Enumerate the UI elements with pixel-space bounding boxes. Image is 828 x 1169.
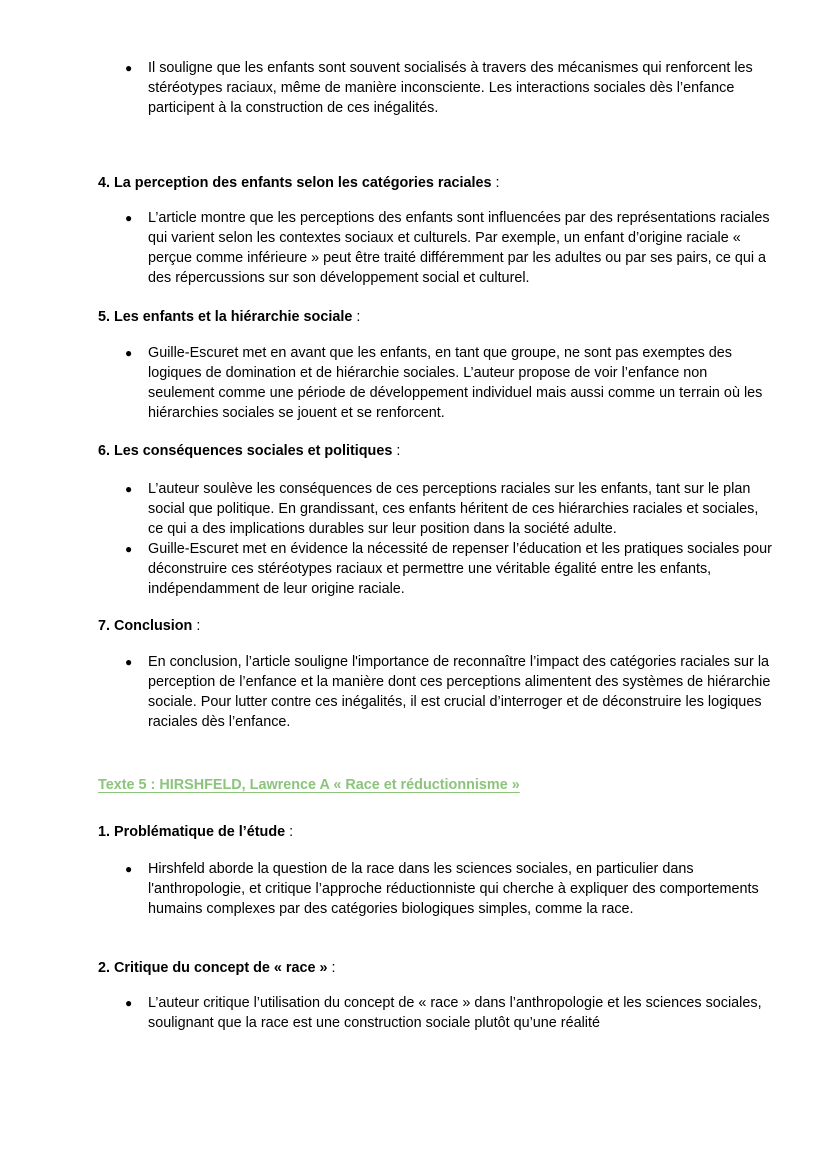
bullet-text: Guille-Escuret met en évidence la nécessité de repenser l’éducation et les pratiques sociales pour déconstruire ces stéréotypes raciaux et permettre une véritable égalité entre les enfants, indépendamment de leur origine raciale.: [148, 541, 772, 597]
colon: :: [352, 309, 361, 325]
bullet-text: Guille-Escuret met en avant que les enfants, en tant que groupe, ne sont pas exemptes des logiques de domination et de hiérarchie sociales. L’auteur propose de voir l’enfance non seulement comme une période de développement individuel mais aussi comme un terrain où les hiérarchies sociales se jouent et se renforcent.: [148, 345, 763, 421]
heading-text: 2. Critique du concept de « race »: [98, 960, 328, 976]
bullet-icon: ●: [125, 542, 133, 556]
heading-1: [98, 822, 778, 842]
bullet-text: Hirshfeld aborde la question de la race dans les sciences sociales, en particulier dans l'anthropologie, et critique l’approche réductionniste qui cherche à expliquer des comportements humains complexes par des catégories biologiques simples, comme la race.: [148, 861, 759, 917]
bullet-item: [98, 479, 774, 539]
bullet-icon: ●: [125, 346, 133, 360]
heading-text: 5. Les enfants et la hiérarchie sociale: [98, 309, 353, 325]
section-1-bullets: [98, 859, 778, 919]
heading-2: [98, 958, 778, 978]
title-text: Texte 5 : HIRSHFELD, Lawrence A « Race et réductionnisme »: [98, 777, 520, 793]
section-7-bullets: [98, 652, 778, 732]
bullet-item: [98, 539, 774, 599]
bullet-icon: ●: [125, 996, 133, 1010]
bullet-icon: ●: [125, 61, 133, 75]
heading-5: [98, 307, 778, 327]
heading-text: 6. Les conséquences sociales et politiques: [98, 443, 393, 459]
bullet-item: [98, 652, 774, 732]
colon: :: [192, 618, 201, 634]
section-4-bullets: [98, 208, 778, 288]
heading-4: [98, 173, 778, 193]
bullet-icon: ●: [125, 655, 133, 669]
bullet-icon: ●: [125, 482, 133, 496]
bullet-text: L’auteur critique l’utilisation du concept de « race » dans l’anthropologie et les sciences sociales, soulignant que la race est une construction sociale plutôt qu’une réalité: [148, 995, 762, 1031]
colon: :: [285, 824, 294, 840]
colon: :: [327, 960, 336, 976]
bullet-item: [98, 859, 774, 919]
heading-text: 1. Problématique de l’étude: [98, 824, 286, 840]
bullet-text: En conclusion, l’article souligne l'importance de reconnaître l’impact des catégories raciales sur la perception de l’enfance et la manière dont ces perceptions alimentent des systèmes de hiérarchie sociale. Pour lutter contre ces inégalités, il est crucial d’interroger et de déconstruire les logiques raciales dès l’enfance.: [148, 654, 771, 730]
section-2-bullets: [98, 993, 778, 1033]
bullet-icon: ●: [125, 211, 133, 225]
colon: :: [491, 175, 500, 191]
bullet-text: L’article montre que les perceptions des enfants sont influencées par des représentations raciales qui varient selon les contextes sociaux et culturels. Par exemple, un enfant d’origine raciale « perçue comme inférieure » peut être traité différemment par les adultes ou par ses pairs, ce qui a des répercussions sur son développement social et culturel.: [148, 210, 770, 286]
colon: :: [392, 443, 401, 459]
heading-6: [98, 441, 778, 461]
heading-text: 7. Conclusion: [98, 618, 193, 634]
text-title: [98, 775, 778, 795]
bullet-item: [98, 993, 774, 1033]
bullet-text: Il souligne que les enfants sont souvent socialisés à travers des mécanismes qui renforcent les stéréotypes raciaux, même de manière inconsciente. Les interactions sociales dès l’enfance participent à la construction de ces inégalités.: [148, 60, 753, 116]
section-6-bullets: [98, 479, 778, 599]
heading-text: 4. La perception des enfants selon les catégories raciales: [98, 175, 492, 191]
bullet-item: [98, 58, 774, 118]
bullet-item: [98, 343, 774, 423]
heading-7: [98, 616, 778, 636]
bullet-text: L’auteur soulève les conséquences de ces perceptions raciales sur les enfants, tant sur le plan social que politique. En grandissant, ces enfants héritent de ces hiérarchies raciales et sociales, ce qui a des implications durables sur leur position dans la société adulte.: [148, 481, 759, 537]
bullet-item: [98, 208, 774, 288]
bullet-icon: ●: [125, 862, 133, 876]
section-5-bullets: [98, 343, 778, 423]
section-intro: [98, 58, 778, 118]
